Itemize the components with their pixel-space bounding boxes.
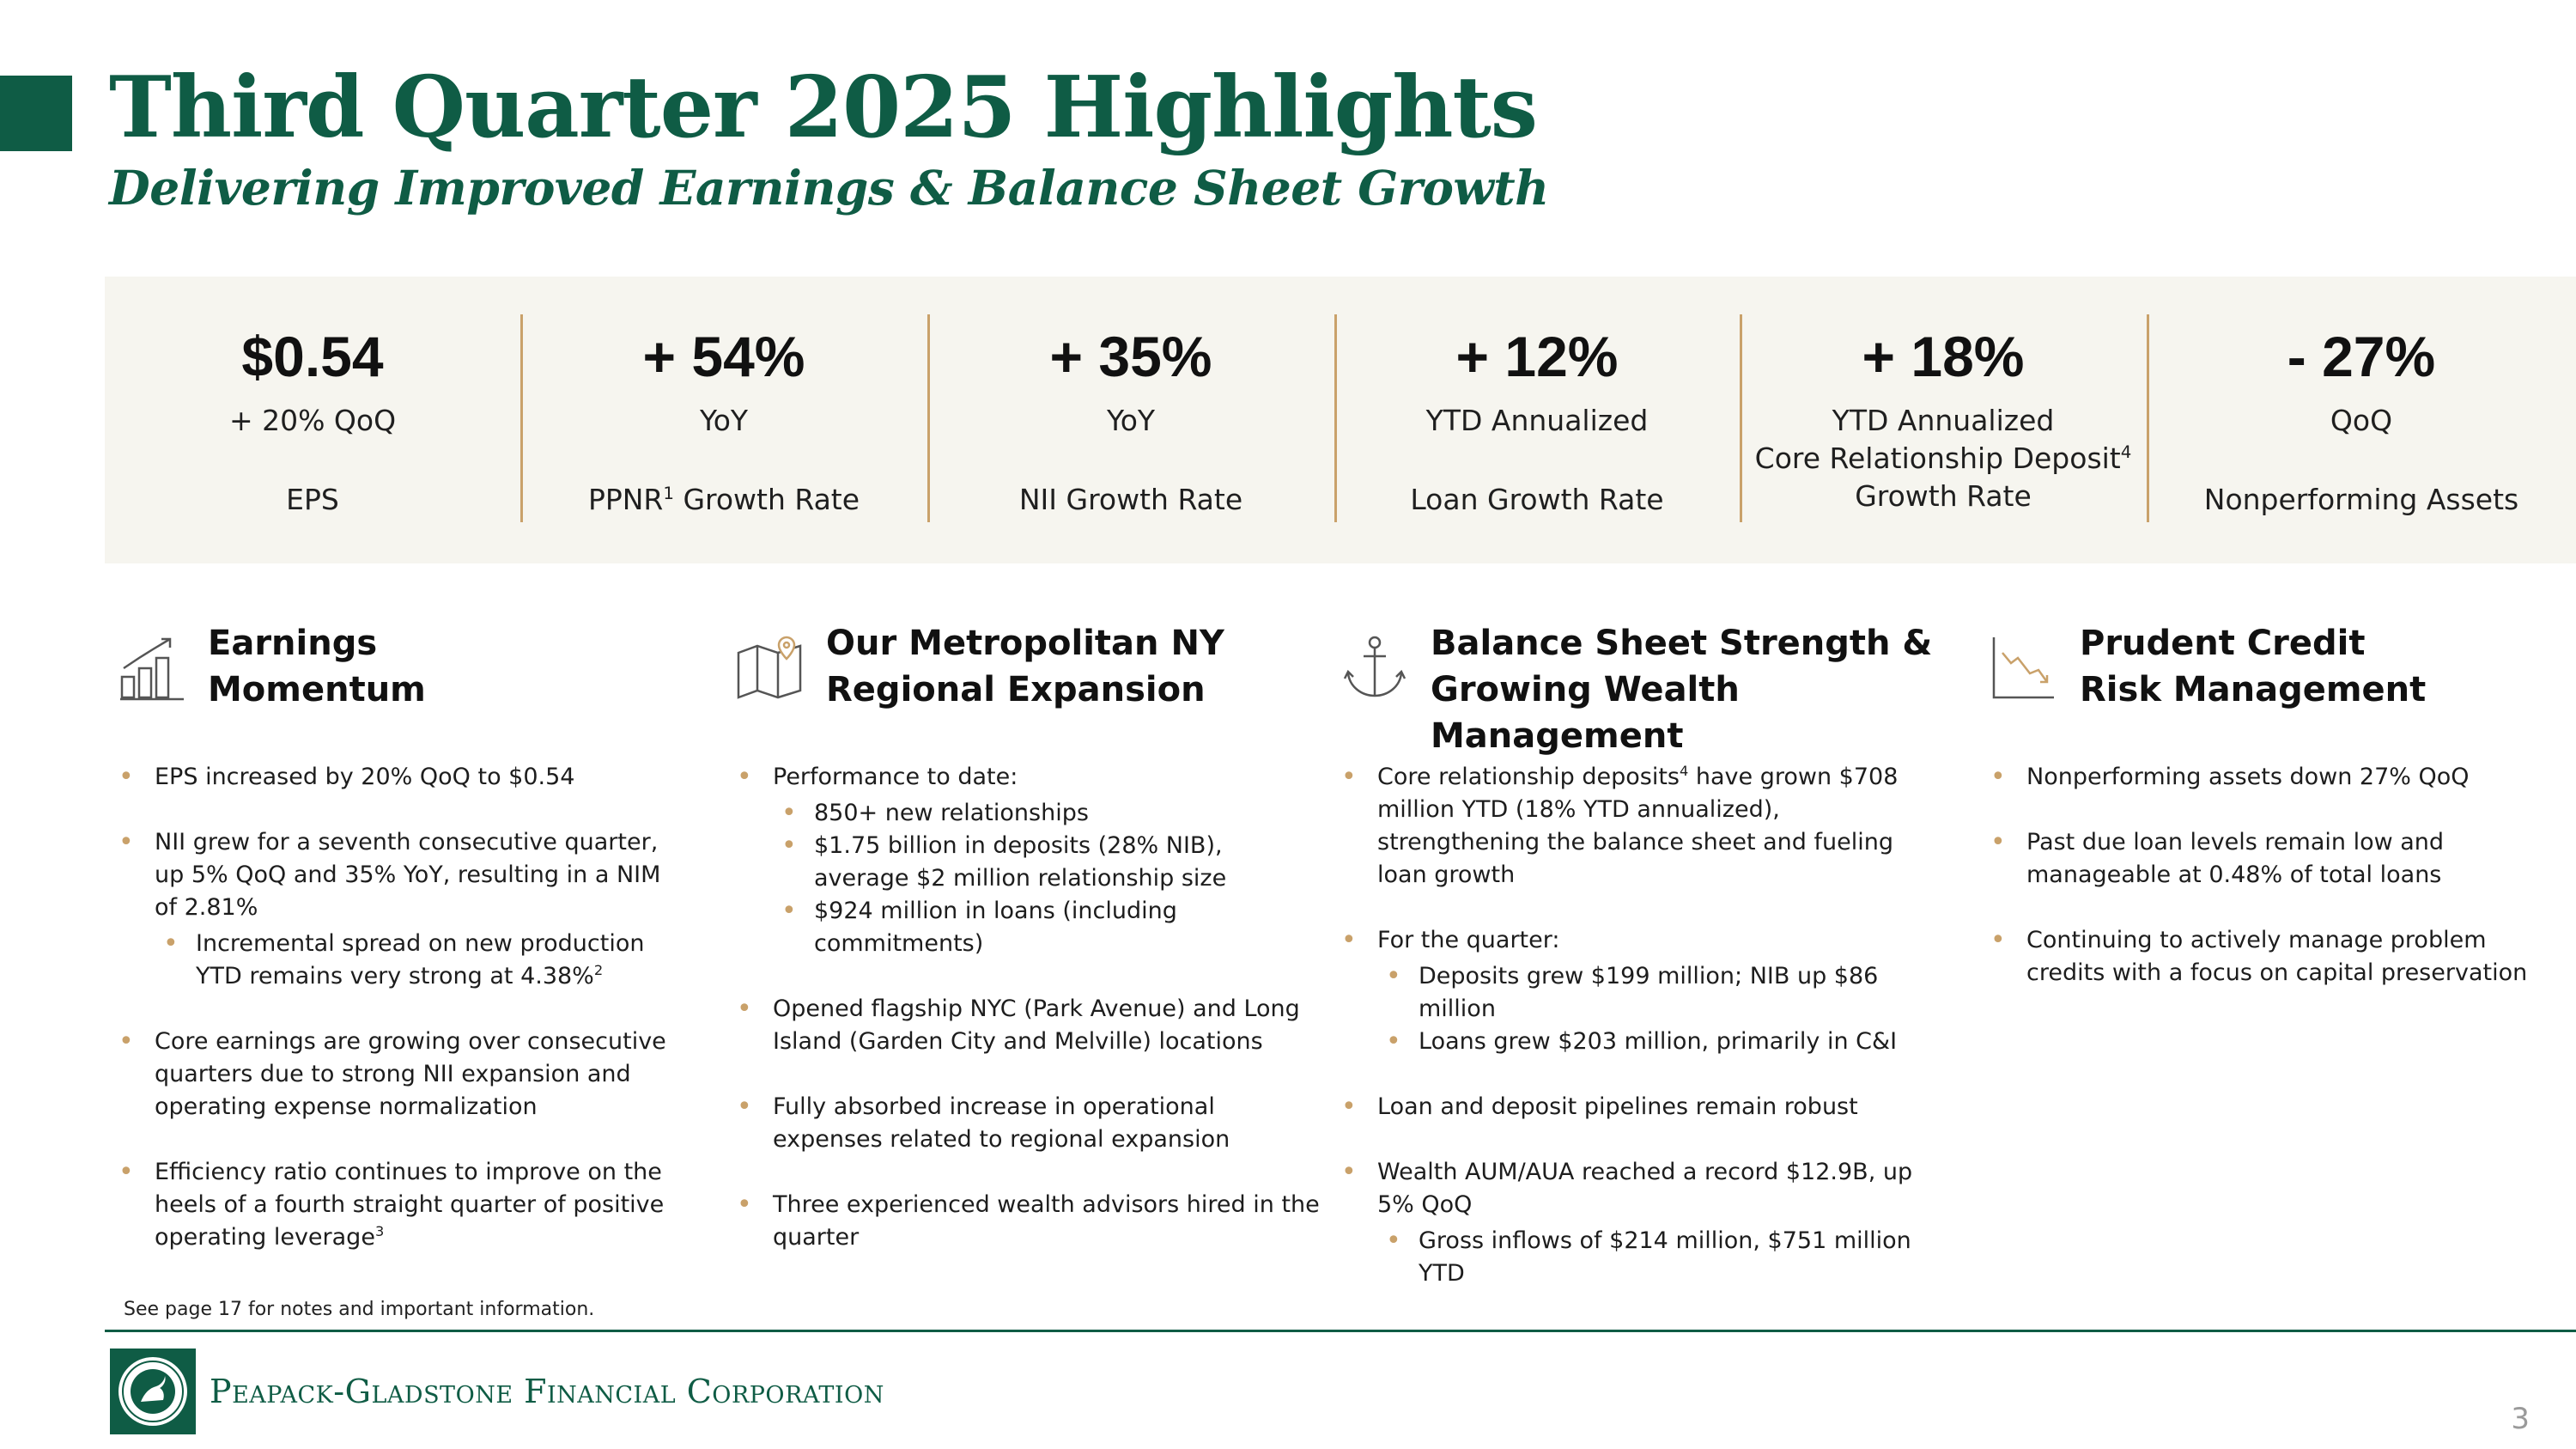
list-item: • Loan and deposit pipelines remain robust xyxy=(1341,1091,1942,1123)
kpi-value: $0.54 xyxy=(241,325,384,388)
kpi-label-line2: Growth Rate xyxy=(1855,479,2032,513)
kpi-eps xyxy=(105,277,520,563)
kpi-label: EPS xyxy=(286,483,339,516)
column-title-line2: Momentum xyxy=(208,670,426,709)
company-name: Peapack-Gladstone Financial Corporation xyxy=(210,1373,884,1410)
column-earnings xyxy=(118,620,685,1287)
kpi-sub: + 20% QoQ xyxy=(228,404,397,437)
list-item: • Fully absorbed increase in operational expenses related to regional expansion xyxy=(737,1091,1321,1156)
page-title: Third Quarter 2025 Highlights xyxy=(109,58,1537,157)
kpi-value: - 27% xyxy=(2287,325,2436,388)
sub-list-item: • $924 million in loans (including commitments) xyxy=(773,895,1321,960)
bullet-list xyxy=(737,761,1321,1254)
list-item: • Efficiency ratio continues to improve on the heels of a fourth straight quarter of positive operating leverage$^3$ xyxy=(118,1156,685,1254)
list-item: • NII grew for a seventh consecutive quarter, up 5% QoQ and 35% YoY, resulting in a NIM of 2.81% • Incremental spread on new production YTD remains very strong at 4.38%$^2$ xyxy=(118,826,685,993)
list-item: • For the quarter: • Deposits grew $199 million; NIB up $86 million • Loans grew $203 million, primarily in C&I xyxy=(1341,924,1942,1058)
kpi-sub: YoY xyxy=(1106,404,1156,437)
sub-list-item: • 850+ new relationships xyxy=(773,797,1321,830)
kpi-band xyxy=(105,277,2576,563)
sub-list-item: • Incremental spread on new production YTD remains very strong at 4.38%$^2$ xyxy=(155,928,685,993)
column-title-line1: Earnings xyxy=(208,624,378,663)
accent-square xyxy=(0,76,72,151)
kpi-sub: YTD Annualized xyxy=(1425,404,1649,437)
kpi-value: + 35% xyxy=(1049,325,1212,388)
sub-list-item: • Deposits grew $199 million; NIB up $86 million xyxy=(1377,960,1942,1026)
column-credit-risk xyxy=(1990,620,2540,1022)
bullet-list xyxy=(118,761,685,1254)
sub-list-item: • Gross inflows of $214 million, $751 million YTD xyxy=(1377,1225,1942,1290)
list-item: • Core relationship deposits$^4$ have grown $708 million YTD (18% YTD annualized), strengthening the balance sheet and fueling loan growth xyxy=(1341,761,1942,892)
company-seal-logo xyxy=(110,1349,196,1434)
kpi-nii xyxy=(927,277,1334,563)
sub-list-item: • Loans grew $203 million, primarily in C&I xyxy=(1377,1026,1942,1058)
column-balance-sheet xyxy=(1341,620,1942,1323)
sub-list-item: • $1.75 billion in deposits (28% NIB), average $2 million relationship size xyxy=(773,830,1321,895)
list-item: • Continuing to actively manage problem credits with a focus on capital preservation xyxy=(1990,924,2540,989)
list-item: • Performance to date: • 850+ new relationships • $1.75 billion in deposits (28% NIB), average $2 million relationship size • $924 million in loans (including commitments) xyxy=(737,761,1321,960)
footer-divider xyxy=(105,1330,2576,1332)
kpi-value: + 12% xyxy=(1455,325,1619,388)
kpi-value: + 18% xyxy=(1862,325,2025,388)
column-title-line2: Risk Management xyxy=(2080,670,2427,709)
bar-chart-growth-icon xyxy=(118,634,185,701)
column-title-line2: Regional Expansion xyxy=(826,670,1206,709)
list-item: • Wealth AUM/AUA reached a record $12.9B, up 5% QoQ • Gross inflows of $214 million, $751 million YTD xyxy=(1341,1156,1942,1290)
list-item: • Nonperforming assets down 27% QoQ xyxy=(1990,761,2540,794)
list-item: • Opened flagship NYC (Park Avenue) and Long Island (Garden City and Melville) locations xyxy=(737,993,1321,1058)
anchor-icon xyxy=(1341,634,1408,701)
column-title-line1: Balance Sheet Strength & xyxy=(1431,624,1933,663)
kpi-ppnr xyxy=(520,277,927,563)
column-regional-expansion xyxy=(737,620,1321,1287)
page-number: 3 xyxy=(2511,1402,2530,1436)
kpi-loan-growth xyxy=(1334,277,1740,563)
kpi-label: NII Growth Rate xyxy=(1018,483,1243,516)
declining-chart-icon xyxy=(1990,634,2057,701)
bullet-list xyxy=(1990,761,2540,989)
list-item: • Three experienced wealth advisors hired in the quarter xyxy=(737,1189,1321,1254)
kpi-label: Core Relationship Deposit$^4$ xyxy=(1754,441,2132,475)
list-item: • Core earnings are growing over consecutive quarters due to strong NII expansion and operating expense normalization xyxy=(118,1026,685,1123)
kpi-label: Nonperforming Assets xyxy=(2203,483,2519,516)
kpi-value: + 54% xyxy=(642,325,805,388)
list-item: • EPS increased by 20% QoQ to $0.54 xyxy=(118,761,685,794)
kpi-label: PPNR$^1$ Growth Rate xyxy=(587,483,860,516)
kpi-sub: YoY xyxy=(699,404,749,437)
kpi-sub: YTD Annualized xyxy=(1832,404,2055,437)
bullet-list xyxy=(1341,761,1942,1290)
list-item: • Past due loan levels remain low and manageable at 0.48% of total loans xyxy=(1990,826,2540,892)
column-title-line1: Prudent Credit xyxy=(2080,624,2366,663)
kpi-npa xyxy=(2147,277,2576,563)
kpi-sub: QoQ xyxy=(2330,404,2393,437)
kpi-label: Loan Growth Rate xyxy=(1410,483,1664,516)
map-pin-icon xyxy=(737,634,804,701)
page-subtitle: Delivering Improved Earnings & Balance Sheet Growth xyxy=(109,160,1549,216)
footnote: See page 17 for notes and important information. xyxy=(124,1299,595,1320)
kpi-deposit-growth xyxy=(1740,277,2147,563)
column-title-line1: Our Metropolitan NY xyxy=(826,624,1224,663)
column-title-line2: Growing Wealth Management xyxy=(1431,670,1740,756)
